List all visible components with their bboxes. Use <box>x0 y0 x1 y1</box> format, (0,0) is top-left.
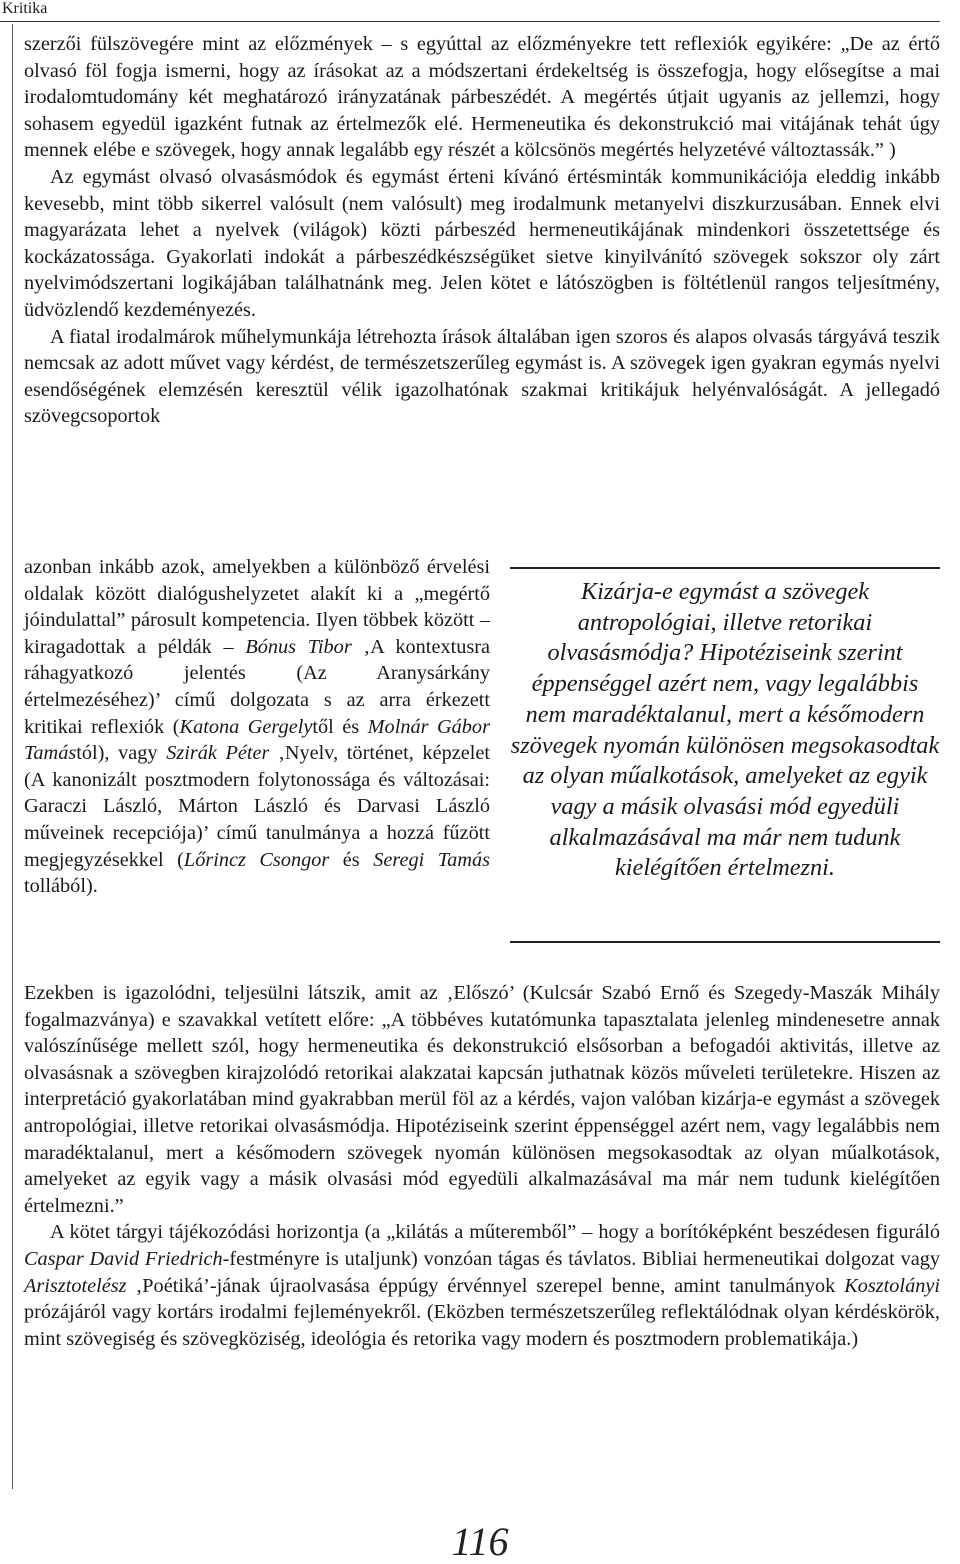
text-span: A kötet tárgyi tájékozódási horizontja (a „kilátás a műteremből” – hogy a borítóképként beszédesen figuráló <box>50 1221 940 1244</box>
author-name: Seregi Tamás <box>373 848 491 871</box>
bottom-text-block <box>24 980 940 1352</box>
author-name: Katona Gergely <box>179 715 313 738</box>
text-span: tollából). <box>24 875 98 898</box>
author-name: Molnár Gábor Tamás <box>24 715 490 765</box>
text-span: ‚A kontextusra ráhagyatkozó jelentés (Az Aranysárkány értelmezéséhez)’ című dolgozata s az arra érkezett kritikai reflexiók ( <box>24 635 491 738</box>
pull-quote-text: Kizárja-e egymást a szövegek antropológiai, illetve retorikai olvasásmódja? Hipotéziseink szerint éppenséggel azért nem, vagy legalábbis nem maradéktalanul, mert a későmodern szövegek nyomán különösen megsokasodtak az olyan műalkotások, amelyeket az egyik vagy a másik olvasási mód egyedüli alkalmazásával ma már nem tudunk kielégítően értelmezni. <box>510 578 940 882</box>
paragraph-horizon <box>24 1219 940 1352</box>
top-text-block <box>24 31 940 430</box>
text-span: tól), vagy <box>76 742 167 765</box>
text-span: től és <box>312 715 368 738</box>
author-name: Lőrincz Csongor <box>183 848 330 871</box>
author-name: Arisztotelész <box>24 1274 127 1297</box>
pull-quote <box>510 567 940 943</box>
header-rule <box>0 21 940 22</box>
paragraph-workshop: A fiatal irodalmárok műhelymunkája létrehozta írások általában igen szoros és alapos olvasás tárgyává teszik nemcsak az adott művet vagy kérdést, de természetszerűleg egymást is. A szövegek igen gyakran egymás nyelvi esendőségének elemzésén keresztül vélik igazolhatónak szakmai kritikájuk helyénvalóságát. A jellegadó szövegcsoportok <box>24 325 940 428</box>
text-span: azonban inkább azok, amelyekben a különböző érvelési oldalak között dialógushelyzetet alakít ki a „megértő jóindulattal” párosult kompetencia. Ilyen többek között – kiragadottak a példák – <box>24 556 490 658</box>
wrapped-text-block <box>24 554 490 900</box>
text-span: ‚Poétiká’-jának újraolvasása éppúgy érvénnyel szerepel benne, amint tanulmányok <box>126 1274 845 1297</box>
text-span: prózájáról vagy kortárs irodalmi fejleményekről. (Eközben természetszerűleg reflektálódnak olyan kérdéskörök, mint szövegiség és szövegköziség, ideológia és retorika vagy modern és posztmodern problematikája.) <box>24 1301 940 1350</box>
page-number: 116 <box>451 1519 509 1564</box>
author-name: Caspar David Friedrich <box>24 1247 223 1270</box>
paragraph-examples <box>24 554 490 900</box>
text-span: -festményre is utaljunk) vonzóan tágas és távlatos. Bibliai hermeneutikai dolgozat vagy <box>222 1247 940 1270</box>
paragraph-preface-quote: Ezekben is igazolódni, teljesülni látszik, amit az ‚Előszó’ (Kulcsár Szabó Ernő és Szegedy-Maszák Mihály fogalmazványa) e szavakkal vetített előre: „A többéves kutatómunka tapasztalata jelenleg mindenesetre annak valószínűsége mellett szól, hogy hermeneutika és dekonstrukció elsősorban a befogadói aktivitás, illetve az olvasásnak a szövegben kirajzolódó retorikai alakzatai kapcsán juthatnak közös műveleti területekre. Hiszen az interpretáció gyakorlatában mind gyakrabban merül föl az a kérdés, vajon valóban kizárja-e egymást a szövegek antropológiai, illetve retorikai olvasásmódja. Hipotéziseink szerint éppenséggel azért nem, vagy legalábbis nem maradéktalanul, mert a későmodern szövegek nyomán különösen megsokasodtak az olyan műalkotások, amelyeket az egyik vagy a másik olvasási mód egyedüli alkalmazásával ma már nem tudunk kielégítően értelmezni.” <box>24 982 940 1217</box>
text-span: ‚Nyelv, történet, képzelet (A kanonizált posztmodern folytonossága és változásai: Garaczi László, Márton László és Darvasi László műveinek recepciója)’ című tanulmánya a hozzá fűzött megjegyzésekkel ( <box>24 742 490 871</box>
paragraph-communication: Az egymást olvasó olvasásmódok és egymást érteni kívánó értésminták kommunikációja eleddig inkább kevesebb, mint több sikerrel valósult (nem valósult) meg irodalmunk metanyelvi diszkurzusában. Ennek elvi magyarázata lehet a nyelvek (világok) közti párbeszéd hermeneutikájának mindenkori összetettsége és kockázatossága. Gyakorlati indokát a párbeszédkészségüket sietve kinyilvánító szövegek sokszor oly zárt nyelvimódszertani logikájában találhatnánk meg. Jelen kötet e látószögben is föltétlenül rangos teljesítmény, üdvözlendő kezdeményezés. <box>24 165 940 321</box>
author-name: Kosztolányi <box>844 1274 940 1297</box>
paragraph-quote-continuation: szerzői fülszövegére mint az előzmények – s egyúttal az előzményekre tett reflexiók egyikére: „De az értő olvasó föl fogja ismerni, hogy az írásokat az a módszertani érdekeltség is összefogja, hogy elősegítse a mai irodalomtudomány két meghatározó irányzatának párbeszédét. A megértés útjait ugyanis az jellemzi, hogy sohasem egyedül igazként futnak az értelmezők elé. Hermeneutika és dekonstrukció mai vitájának tehát úgy mennek elébe e szövegek, hogy annak legalább egy részét a kölcsönös megértés helyzetévé változtassák.” ) <box>24 33 940 162</box>
running-head: Kritika <box>2 0 48 17</box>
author-name: Szirák Péter <box>166 742 270 765</box>
margin-rule <box>12 24 13 1489</box>
text-span: és <box>329 848 374 871</box>
author-name: Bónus Tibor <box>245 635 352 658</box>
